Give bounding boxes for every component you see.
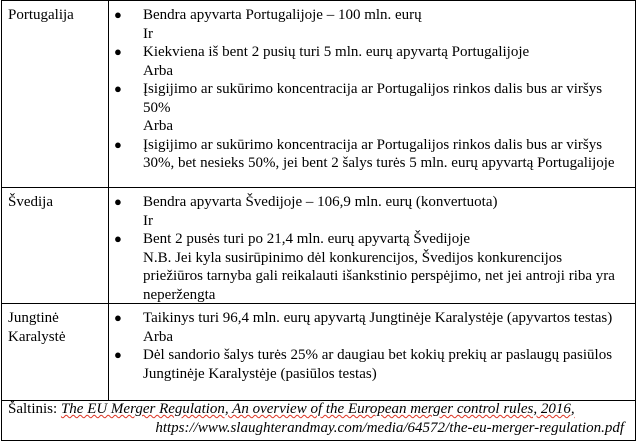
connector-text: Arba (143, 328, 173, 345)
bullet-icon: ● (114, 136, 122, 152)
country-cell: Jungtinė Karalystė (8, 310, 66, 345)
table-border-top (1, 0, 636, 1)
connector-text: Arba (143, 62, 173, 79)
connector-text: Ir (143, 212, 153, 229)
source-citation (8, 400, 624, 438)
bullet-icon: ● (114, 347, 122, 362)
table-border-bottom (1, 440, 636, 441)
list-item: ● Kiekviena iš bent 2 pusių turi 5 mln. eurų apyvartą Portugalijoje (114, 44, 530, 60)
source-title: The EU Merger Regulation, An overview of the European merger control rules, 2016, (60, 401, 575, 417)
bullet-icon: ● (114, 310, 122, 325)
connector-text: Ir (143, 25, 153, 42)
row-divider (1, 187, 636, 188)
list-item: ● Bent 2 pusės turi po 21,4 mln. eurų apyvartą Švedijoje (114, 231, 471, 247)
list-item: ● Įsigijimo ar sukūrimo koncentracija ar Portugalijos rinkos dalis bus ar viršys 50% (114, 81, 603, 116)
bullet-icon: ● (114, 44, 122, 59)
criteria-list (111, 309, 619, 383)
source-label: Šaltinis: (8, 401, 58, 417)
criteria-list (111, 6, 619, 173)
bullet-icon: ● (114, 81, 122, 96)
note-text: N.B. Jei kyla susirūpinimo dėl konkurencijos, Švedijos konkurencijos priežiūros tarnyba gali reikalauti išankstinio perspėjimo, net jei antroji riba yra neperžengta (143, 249, 615, 303)
source-url[interactable]: https://www.slaughterandmay.com/media/64572/the-eu-merger-regulation.pdf (155, 420, 624, 436)
list-item: ● Taikinys turi 96,4 mln. eurų apyvartą Jungtinėje Karalystėje (apyvartos testas) (114, 310, 613, 326)
bullet-icon: ● (114, 231, 122, 246)
table-border-left (1, 0, 2, 441)
bullet-icon: ● (114, 194, 122, 209)
list-item: ● Bendra apyvarta Švedijoje – 106,9 mln. eurų (konvertuota) (114, 194, 498, 210)
connector-text: Arba (143, 118, 173, 134)
table-border-right (635, 0, 636, 441)
country-cell: Portugalija (8, 7, 74, 23)
criteria-list (111, 193, 619, 304)
list-item: ● Bendra apyvarta Portugalijoje – 100 mln. eurų (114, 7, 422, 23)
column-divider (108, 0, 109, 400)
list-item: ● Įsigijimo ar sukūrimo koncentracija ar Portugalijos rinkos dalis bus ar viršys 30%, bet nesieks 50%, jei bent 2 šalys turės 5 mln. eurų apyvartą Portugalijoje (114, 136, 615, 171)
bullet-icon: ● (114, 7, 122, 22)
list-item: ● Dėl sandorio šalys turės 25% ar daugiau bet kokių prekių ar paslaugų pasiūlos Jungtinėje Karalystėje (pasiūlos testas) (114, 347, 613, 382)
country-cell: Švedija (8, 194, 53, 210)
